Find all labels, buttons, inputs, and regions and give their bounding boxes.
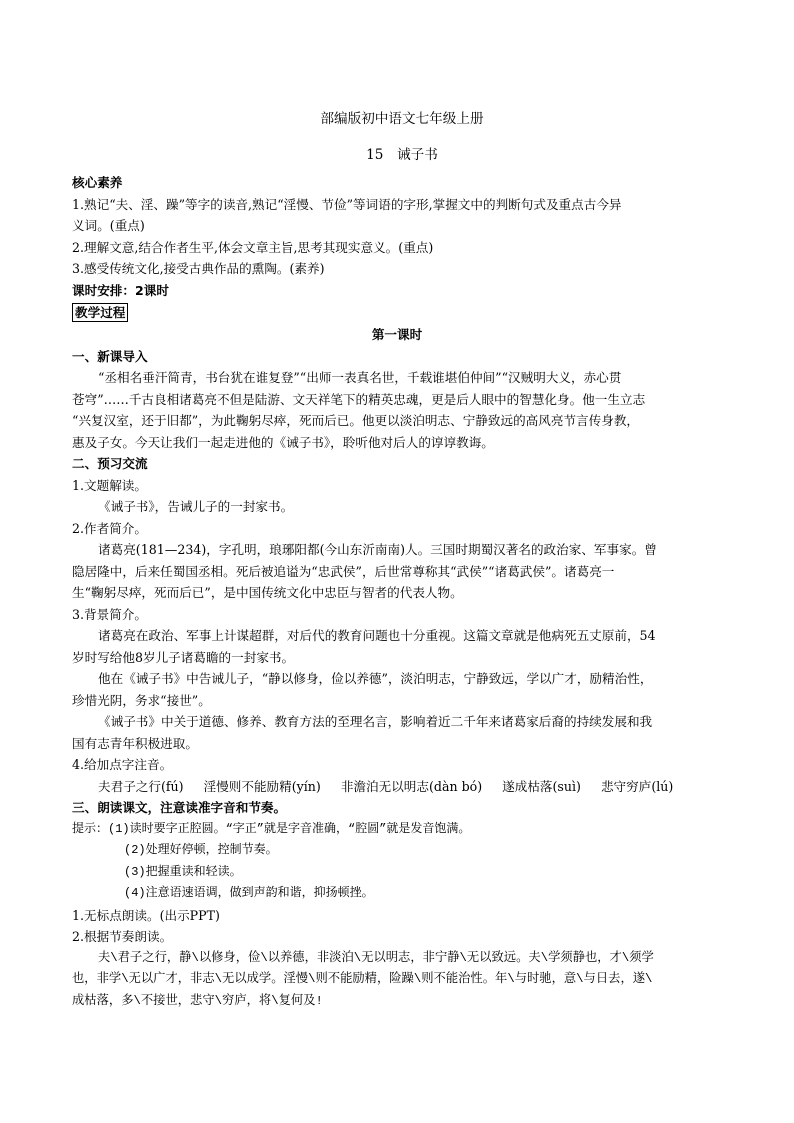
- paragraph-line: “兴复汉室，还于旧都”，为此鞠躬尽瘁，死而后已。他更以淡泊明志、宁静致远的高风亮节言传身教，: [72, 413, 640, 428]
- rhythm-line: 成枯落，多\不接世，悲守\穷庐，将\复何及!: [72, 993, 323, 1008]
- subsection-heading: 4.给加点字注音。: [72, 757, 173, 772]
- document-title: 部编版初中语文七年级上册: [320, 111, 484, 127]
- section-heading: 三、朗读课文，注意读准字音和节奏。: [72, 800, 287, 815]
- paragraph-line: 苍穹”……千古良相诸葛亮不但是陆游、文天祥笔下的精英忠魂，更是后人眼中的智慧化身。他一生立志: [72, 391, 646, 407]
- paragraph-line: 惠及子女。今天让我们一起走进他的《诫子书》，聆听他对后人的谆谆教诲。: [72, 434, 494, 450]
- paragraph-line: 他在《诫子书》中告诫儿子，“静以修身，俭以养德”，淡泊明志，宁静致远，学以广才，励精治性，: [98, 671, 653, 686]
- core-item: 2.理解文意,结合作者生平,体会文章主旨,思考其现实意义。(重点): [72, 239, 434, 255]
- rhythm-line: 也，非学\无以广才，非志\无以成学。淫慢\则不能励精，险躁\则不能治性。年\与时驰，意\与日去，遂\: [72, 972, 653, 986]
- tip-line: 提示：(1)读时要字正腔圆。“字正”就是字音准确，“腔圆”就是发音饱满。: [72, 821, 471, 836]
- paragraph-line: 《诫子书》，告诫儿子的一封家书。: [98, 499, 294, 514]
- lesson-heading: 第一课时: [371, 327, 423, 342]
- tip-line: (2)处理好停顿，控制节奏。: [124, 843, 278, 857]
- pinyin-item: 夫君子之行(fú): [98, 778, 184, 794]
- paragraph-line: 隐居隆中，后来任蜀国丞相。死后被追谥为“忠武侯”，后世常尊称其“武侯”“诸葛武侯”。诸葛亮一: [72, 563, 615, 579]
- pinyin-item: 悲守穷庐(lú): [600, 778, 674, 794]
- pinyin-row: [72, 776, 722, 798]
- subsection-heading: 1.文题解读。: [72, 477, 147, 493]
- paragraph-line: “丞相名垂汗简青，书台犹在谁复登”“出师一表真名世，千载谁堪伯仲间”“汉贼明大义，赤心贯: [98, 370, 622, 385]
- rhythm-line: 夫\君子之行，静\以修身，俭\以养德，非淡泊\无以明志，非宁静\无以致远。夫\学须静也，才\须学: [98, 950, 654, 965]
- step-line: 2.根据节奏朗读。: [72, 929, 173, 944]
- paragraph-line: 岁时写给他8岁儿子诸葛瞻的一封家书。: [72, 649, 295, 665]
- section-heading: 二、预习交流: [72, 456, 148, 471]
- core-item: 3.感受传统文化,接受古典作品的熏陶。(素养): [72, 261, 325, 276]
- paragraph-line: 生“鞠躬尽瘁，死而后已”，是中国传统文化中忠臣与智者的代表人物。: [72, 585, 463, 600]
- paragraph-line: 珍惜光阴，务求“接世”。: [72, 692, 211, 708]
- section-heading: 一、新课导入: [72, 348, 148, 364]
- paragraph-line: 诸葛亮(181—234)，字孔明，琅琊阳都(今山东沂南南)人。三国时期蜀汉著名的政治家、军事家。曾: [98, 542, 657, 557]
- pinyin-item: 非澹泊无以明志(dàn bó): [340, 778, 483, 794]
- core-heading: 核心素养: [72, 175, 123, 190]
- tip-line: (3)把握重读和轻读。: [124, 864, 242, 879]
- lesson-title: 15 诫子书: [366, 147, 438, 163]
- document-page: [72, 108, 722, 1012]
- process-label: 教学过程: [72, 303, 128, 322]
- subsection-heading: 2.作者简介。: [72, 520, 147, 536]
- pinyin-item: 遂成枯落(suì): [502, 778, 581, 794]
- paragraph-line: 《诫子书》中关于道德、修养、教育方法的至理名言，影响着近二千年来诸葛家后裔的持续发展和我: [98, 714, 653, 729]
- core-item: 义词。(重点): [72, 218, 145, 233]
- core-item: 1.熟记“夫、淫、躁”等字的读音,熟记“淫慢、节俭”等词语的字形,掌握文中的判断句式及重点古今异: [72, 196, 622, 212]
- step-line: 1.无标点朗读。(出示PPT): [72, 907, 220, 923]
- paragraph-line: 诸葛亮在政治、军事上计谋超群，对后代的教育问题也十分重视。这篇文章就是他病死五丈原前，54: [98, 628, 656, 643]
- subsection-heading: 3.背景简介。: [72, 606, 147, 622]
- schedule: 课时安排：2课时: [72, 282, 169, 298]
- pinyin-item: 淫慢则不能励精(yín): [203, 778, 321, 794]
- paragraph-line: 国有志青年积极进取。: [72, 735, 198, 751]
- tip-line: (4)注意语速语调，做到声韵和谐，抑扬顿挫。: [124, 886, 374, 900]
